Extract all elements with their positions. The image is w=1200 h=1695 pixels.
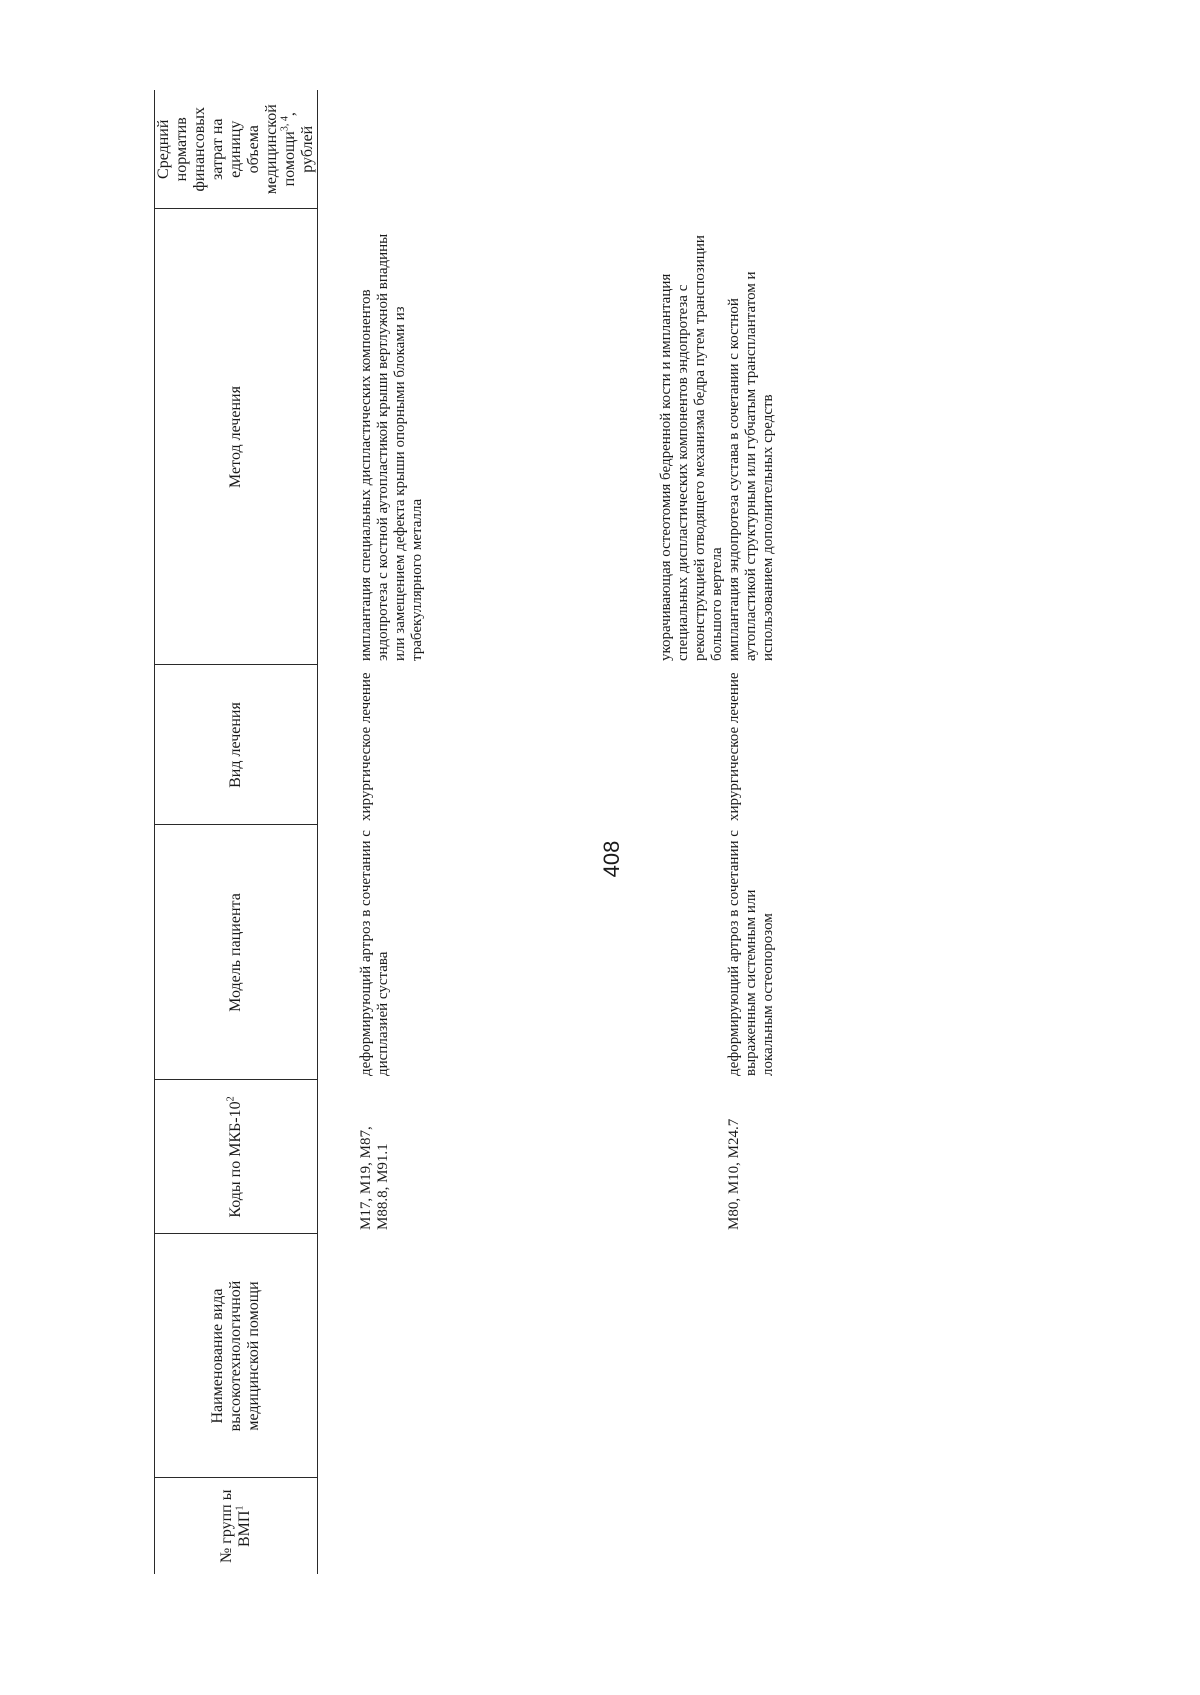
cell-name (726, 1234, 886, 1478)
cell-cost (358, 90, 658, 209)
header-name (155, 1234, 318, 1478)
header-treatment-type (155, 665, 318, 825)
header-patient-model (155, 825, 318, 1080)
header-cost-footnote: 3, 4 (279, 116, 291, 132)
header-method (155, 209, 318, 665)
cell-group-no (726, 1478, 886, 1574)
header-group-no (155, 1478, 318, 1574)
cell-name (358, 1234, 658, 1478)
table-row-continuation (658, 90, 726, 1574)
cell-group-no (358, 1478, 658, 1574)
vmp-table (154, 90, 886, 1574)
table-spacer-row (318, 90, 359, 1574)
cell-codes: M17, M19, M87, M88.8, M91.1 (358, 1126, 391, 1230)
header-method-text: Метод лечения (227, 386, 244, 488)
table-row (358, 90, 658, 1574)
cell-codes: M80, M10, M24.7 (726, 1118, 742, 1230)
header-cost (155, 90, 318, 209)
header-codes-text: Коды по МКБ-10 (227, 1101, 244, 1218)
cell-treatment-type: хирургическое лечение (726, 672, 742, 821)
rotated-page-content (154, 90, 934, 1574)
cell-method: имплантация эндопротеза сустава в сочетании с костной аутопластикой структурным или губчатым трансплантатом и использованием дополнительных средств (726, 271, 776, 661)
page-number: 408 (599, 840, 624, 878)
header-group-no-footnote: 1 (234, 1505, 246, 1511)
cell-method: укорачивающая остеотомия бедренной кости и имплантация специальных диспластических компонентов эндопротеза с реконструкцией отводящего механизма бедра путем транспозиции большого вертела (658, 235, 725, 661)
header-codes (155, 1080, 318, 1234)
header-name-text: Наименование вида высокотехнологичной медицинской помощи (209, 1280, 262, 1432)
table-header-row (155, 90, 318, 1574)
table-row (726, 90, 886, 1574)
cell-patient-model: деформирующий артроз в сочетании с дисплазией сустава (358, 830, 391, 1076)
header-group-no-text: № групп ы ВМП (218, 1489, 253, 1563)
header-cost-suffix: , рублей (281, 112, 316, 173)
cell-treatment-type: хирургическое лечение (358, 672, 374, 821)
header-patient-model-text: Модель пациента (227, 893, 244, 1012)
header-cost-text: Средний норматив финансовых затрат на единицу объема медицинской помощи (155, 104, 298, 195)
cell-method: имплантация специальных диспластических компонентов эндопротеза с костной аутопластикой крыши вертлужной впадины или замещением дефекта крыши опорными блоками из трабекуллярного металла (358, 233, 425, 661)
cell-patient-model: деформирующий артроз в сочетании с выраженным системным или локальным остеопорозом (726, 830, 776, 1076)
header-treatment-type-text: Вид лечения (227, 702, 244, 788)
cell-cost (726, 90, 886, 209)
header-codes-footnote: 2 (225, 1096, 237, 1102)
